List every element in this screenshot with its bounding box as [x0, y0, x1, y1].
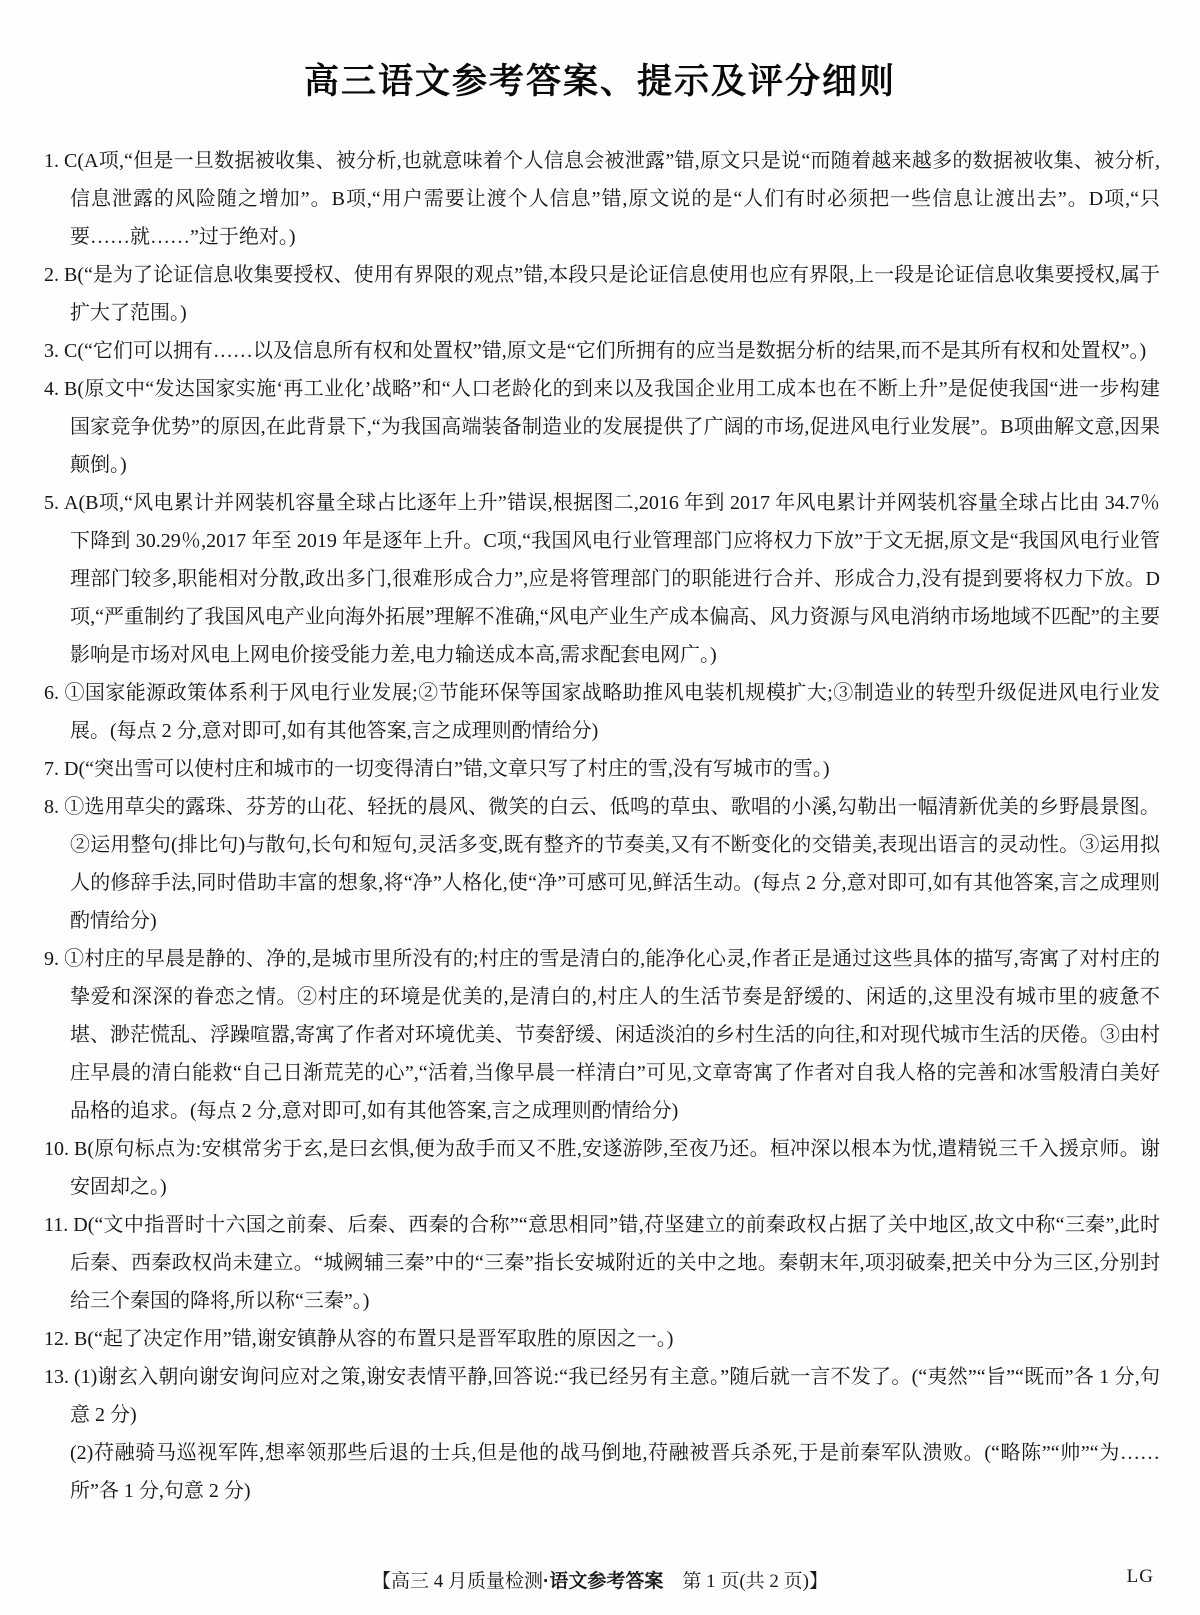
item-number: 8. [44, 796, 59, 818]
footer-page-number: 第 1 页(共 2 页)】 [663, 1571, 828, 1592]
answer-item-11 [44, 1206, 1160, 1320]
item-text: ①国家能源政策体系利于风电行业发展;②节能环保等国家战略助推风电装机规模扩大;③制造业的转型升级促进风电行业发展。(每点 2 分,意对即可,如有其他答案,言之成理则酌情给分) [64, 682, 1160, 742]
item-text: B(“起了决定作用”错,谢安镇静从容的布置只是晋军取胜的原因之一。) [74, 1328, 674, 1350]
item-text: D(“文中指晋时十六国之前秦、后秦、西秦的合称”“意思相同”错,苻坚建立的前秦政权占据了关中地区,故文中称“三秦”,此时后秦、西秦政权尚未建立。“城阙辅三秦”中的“三秦”指长安城附近的关中之地。秦朝末年,项羽破秦,把关中分为三区,分别封给三个秦国的降将,所以称“三秦”。) [70, 1214, 1160, 1312]
item-text: ①选用草尖的露珠、芬芳的山花、轻抚的晨风、微笑的白云、低鸣的草虫、歌唱的小溪,勾勒出一幅清新优美的乡野晨景图。②运用整句(排比句)与散句,长句和短句,灵活多变,既有整齐的节奏美,又有不断变化的交错美,表现出语言的灵动性。③运用拟人的修辞手法,同时借助丰富的想象,将“净”人格化,使“净”可感可见,鲜活生动。(每点 2 分,意对即可,如有其他答案,言之成理则酌情给分) [64, 796, 1160, 932]
item-text: ①村庄的早晨是静的、净的,是城市里所没有的;村庄的雪是清白的,能净化心灵,作者正是通过这些具体的描写,寄寓了对村庄的挚爱和深深的眷恋之情。②村庄的环境是优美的,是清白的,村庄人的生活节奏是舒缓的、闲适的,这里没有城市里的疲惫不堪、渺茫慌乱、浮躁喧嚣,寄寓了作者对环境优美、节奏舒缓、闲适淡泊的乡村生活的向往,和对现代城市生活的厌倦。③由村庄早晨的清白能救“自己日渐荒芜的心”,“活着,当像早晨一样清白”可见,文章寄寓了作者对自我人格的完善和冰雪般清白美好品格的追求。(每点 2 分,意对即可,如有其他答案,言之成理则酌情给分) [64, 948, 1160, 1122]
footer-exam-name: 【高三 4 月质量检测 [372, 1571, 544, 1592]
answer-item-6 [44, 674, 1160, 750]
item-number: 7. [44, 758, 59, 780]
page-footer [0, 1566, 1200, 1593]
item-number: 11. [44, 1214, 69, 1236]
answer-item-10 [44, 1130, 1160, 1206]
item-text: B(“是为了论证信息收集要授权、使用有界限的观点”错,本段只是论证信息使用也应有界限,上一段是论证信息收集要授权,属于扩大了范围。) [64, 264, 1160, 324]
item-text: (1)谢玄入朝向谢安询问应对之策,谢安表情平静,回答说:“我已经另有主意。”随后就一言不发了。(“夷然”“旨”“既而”各 1 分,句意 2 分) [70, 1366, 1160, 1426]
answer-item-4 [44, 370, 1160, 484]
item-number: 6. [44, 682, 59, 704]
footer-label [372, 1571, 828, 1592]
footer-subject: ·语文参考答案 [543, 1571, 664, 1592]
item-number: 5. [44, 492, 59, 514]
answer-item-2 [44, 256, 1160, 332]
item-number: 1. [44, 150, 59, 172]
answer-item-8 [44, 788, 1160, 940]
answer-item-13-part1 [44, 1358, 1160, 1434]
answer-item-1 [44, 142, 1160, 256]
item-number: 13. [44, 1366, 69, 1388]
item-text: B(原句标点为:安棋常劣于玄,是曰玄惧,便为敌手而又不胜,安遂游陟,至夜乃还。桓冲深以根本为忧,遣精锐三千入援京师。谢安固却之。) [70, 1138, 1160, 1198]
page-title: 高三语文参考答案、提示及评分细则 [303, 62, 896, 101]
item-text: A(B项,“风电累计并网装机容量全球占比逐年上升”错误,根据图二,2016 年到 2017 年风电累计并网装机容量全球占比由 34.7％下降到 30.29％,2017 年至 2019 年是逐年上升。C项,“我国风电行业管理部门应将权力下放”于文无据,原文是“我国风电行业管理部门较多,职能相对分散,政出多门,很难形成合力”,应是将管理部门的职能进行合并、形成合力,没有提到要将权力下放。D项,“严重制约了我国风电产业向海外拓展”理解不准确,“风电产业生产成本偏高、风力资源与风电消纳市场地域不匹配”的主要影响是市场对风电上网电价接受能力差,电力输送成本高,需求配套电网广。) [64, 492, 1160, 666]
item-text: (2)苻融骑马巡视军阵,想率领那些后退的士兵,但是他的战马倒地,苻融被晋兵杀死,于是前秦军队溃败。(“略陈”“帅”“为……所”各 1 分,句意 2 分) [70, 1442, 1160, 1502]
item-number: 9. [44, 948, 59, 970]
item-text: B(原文中“发达国家实施‘再工业化’战略”和“人口老龄化的到来以及我国企业用工成本也在不断上升”是促使我国“进一步构建国家竞争优势”的原因,在此背景下,“为我国高端装备制造业的发展提供了广阔的市场,促进风电行业发展”。B项曲解文意,因果颠倒。) [64, 378, 1160, 476]
item-number: 3. [44, 340, 59, 362]
item-number: 2. [44, 264, 59, 286]
answers-content [44, 142, 1160, 1510]
answer-item-5 [44, 484, 1160, 674]
answer-item-12 [44, 1320, 1160, 1358]
item-text: C(“它们可以拥有……以及信息所有权和处置权”错,原文是“它们所拥有的应当是数据分析的结果,而不是其所有权和处置权”。) [64, 340, 1147, 362]
footer-code: LG [1126, 1566, 1154, 1587]
item-text: C(A项,“但是一旦数据被收集、被分析,也就意味着个人信息会被泄露”错,原文只是说“而随着越来越多的数据被收集、被分析,信息泄露的风险随之增加”。B项,“用户需要让渡个人信息”错,原文说的是“人们有时必须把一些信息让渡出去”。D项,“只要……就……”过于绝对。) [64, 150, 1160, 248]
item-number: 12. [44, 1328, 69, 1350]
item-text: D(“突出雪可以使村庄和城市的一切变得清白”错,文章只写了村庄的雪,没有写城市的雪。) [64, 758, 830, 780]
item-number: 4. [44, 378, 59, 400]
item-number: 10. [44, 1138, 69, 1160]
answer-item-3 [44, 332, 1160, 370]
answer-item-9 [44, 940, 1160, 1130]
answer-item-13-part2 [44, 1434, 1160, 1510]
answer-item-7 [44, 750, 1160, 788]
